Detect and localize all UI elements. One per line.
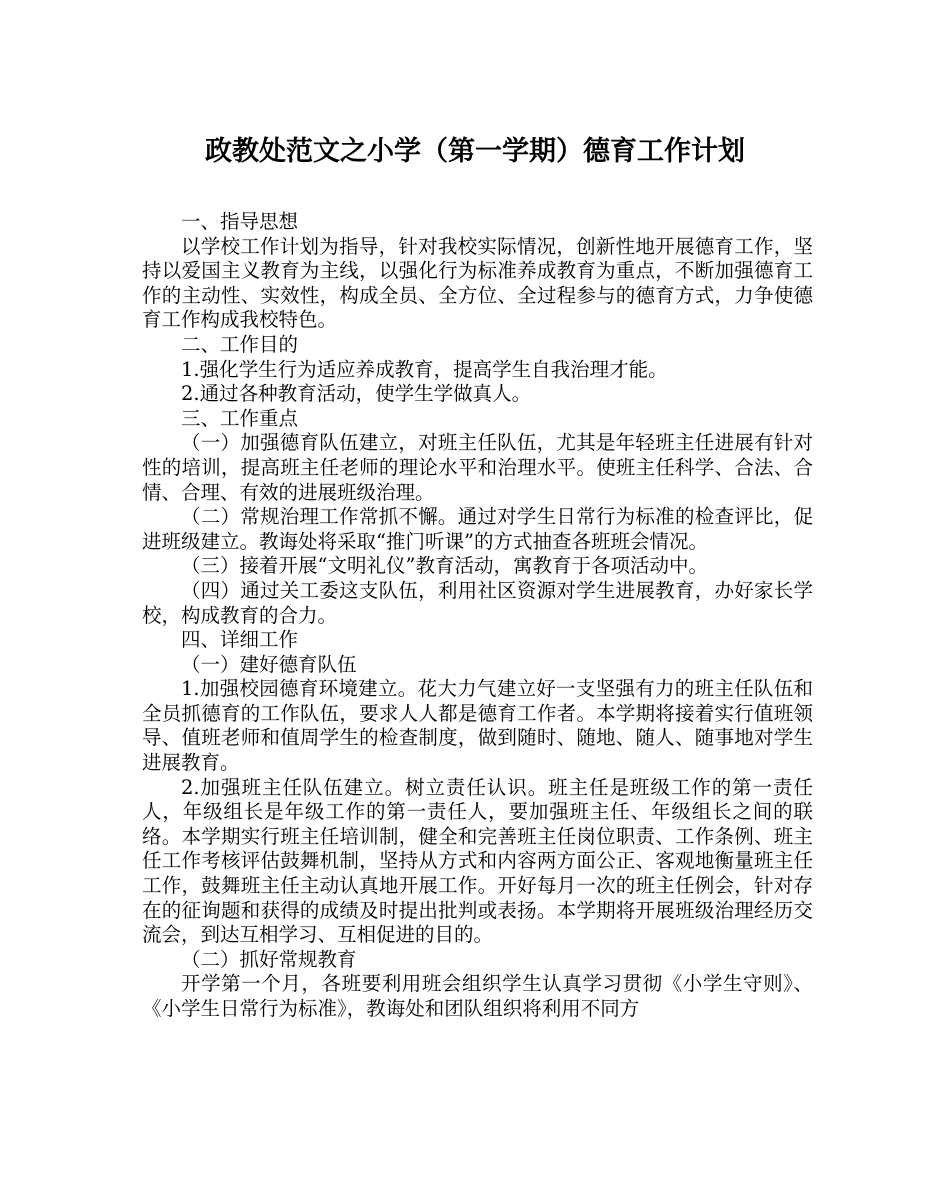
paragraph: （四）通过关工委这支队伍，利用社区资源对学生进展教育，办好家长学校，构成教育的合力。 <box>142 578 813 627</box>
paragraph: （三）接着开展“文明礼仪”教育活动，寓教育于各项活动中。 <box>181 554 708 578</box>
section-heading-detailed-work: 四、详细工作 <box>181 628 299 652</box>
paragraph: （二）常规治理工作常抓不懈。通过对学生日常行为标准的检查评比，促进班级建立。教诲处将采取“推门听课”的方式抽查各班班会情况。 <box>142 505 813 553</box>
section-heading-work-goals: 二、工作目的 <box>181 332 299 356</box>
paragraph: 2.通过各种教育活动，使学生学做真人。 <box>181 382 532 406</box>
paragraph: 1.强化学生行为适应养成教育，提高学生自我治理才能。 <box>181 357 668 381</box>
paragraph: （一）加强德育队伍建立，对班主任队伍，尤其是年轻班主任进展有针对性的培训，提高班主任老师的理论水平和治理水平。使班主任科学、合法、合情、合理、有效的进展班级治理。 <box>142 431 813 504</box>
paragraph: 2.加强班主任队伍建立。树立责任认识。班主任是班级工作的第一责任人，年级组长是年级工作的第一责任人，要加强班主任、年级组长之间的联络。本学期实行班主任培训制，健全和完善班主任岗位职责、工作条例、班主任工作考核评估鼓舞机制，坚持从方式和内容两方面公正、客观地衡量班主任工作，鼓舞班主任主动认真地开展工作。开好每月一次的班主任例会，针对存在的征询题和获得的成绩及时提出批判或表扬。本学期将开展班级治理经历交流会，到达互相学习、互相促进的目的。 <box>142 775 813 947</box>
subsection-heading: （一）建好德育队伍 <box>181 652 357 676</box>
paragraph: 以学校工作计划为指导，针对我校实际情况，创新性地开展德育工作，坚持以爱国主义教育为主线，以强化行为标准养成教育为重点，不断加强德育工作的主动性、实效性，构成全员、全方位、全过程参与的德育方式，力争使德育工作构成我校特色。 <box>142 234 813 332</box>
section-heading-work-focus: 三、工作重点 <box>181 406 299 430</box>
paragraph: 开学第一个月，各班要利用班会组织学生认真学习贯彻《小学生守则》、《小学生日常行为标准》，教诲处和团队组织将利用不同方 <box>142 972 813 1020</box>
paragraph: 1.加强校园德育环境建立。花大力气建立好一支坚强有力的班主任队伍和全员抓德育的工作队伍，要求人人都是德育工作者。本学期将接着实行值班领导、值班老师和值周学生的检查制度，做到随时、随地、随人、随事地对学生进展教育。 <box>142 677 813 775</box>
subsection-heading: （二）抓好常规教育 <box>181 947 357 971</box>
section-heading-guiding-ideology: 一、指导思想 <box>181 210 299 233</box>
document-body <box>142 210 813 1022</box>
document-title: 政教处范文之小学（第一学期）德育工作计划 <box>205 136 745 167</box>
